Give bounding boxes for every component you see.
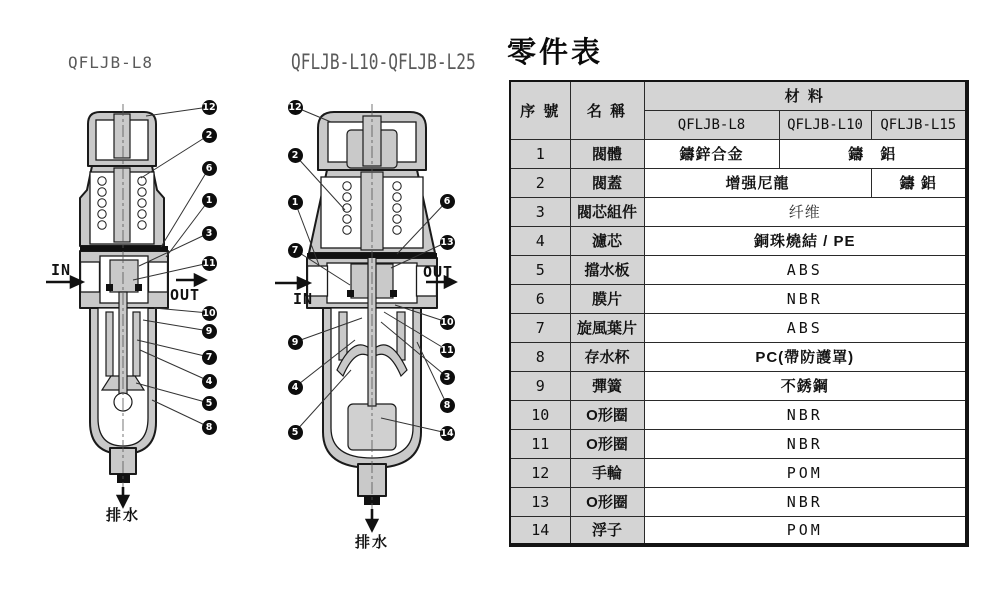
callout-badge-6: 6	[440, 194, 455, 209]
table-row-2	[510, 168, 967, 197]
diagram2-title: QFLJB-L10-QFLJB-L25	[291, 50, 476, 75]
row-number: 9	[510, 371, 570, 400]
callout-badge-2: 2	[288, 148, 303, 163]
row-number: 7	[510, 313, 570, 342]
filter-element-right	[133, 312, 140, 376]
part-name: 閥蓋	[570, 168, 644, 197]
table-row-10	[510, 400, 967, 429]
row-number: 13	[510, 487, 570, 516]
callout-badge-1: 1	[288, 195, 303, 210]
filter-element-left	[339, 312, 347, 360]
material-cell: 不銹鋼	[644, 371, 967, 400]
part-name: 手輪	[570, 458, 644, 487]
material-cell: 鑄 鋁	[779, 139, 967, 168]
parts-table	[509, 80, 969, 547]
in-label: IN	[293, 290, 314, 308]
callout-badge-12: 12	[288, 101, 302, 113]
material-cell: PC(帶防護罩)	[644, 342, 967, 371]
callout-badge-8: 8	[440, 398, 455, 413]
callout-badge-9: 9	[202, 324, 217, 339]
material-cell: POM	[644, 516, 967, 545]
valve-cross-section-l8	[40, 50, 240, 525]
callout-badge-2: 2	[202, 128, 217, 143]
diagram-qfljb-l10-l25	[255, 50, 485, 550]
table-row-12	[510, 458, 967, 487]
callout-badge-11: 11	[202, 257, 216, 269]
row-number: 10	[510, 400, 570, 429]
diagram-qfljb-l8	[40, 50, 240, 525]
material-cell: 鑄鋅合金	[644, 139, 779, 168]
leader-line-10	[154, 308, 209, 313]
part-name: 閥芯組件	[570, 197, 644, 226]
part-name: 彈簧	[570, 371, 644, 400]
valve-cross-section-l10-l25	[255, 50, 485, 550]
callout-badge-11: 11	[440, 344, 454, 356]
material-cell: NBR	[644, 429, 967, 458]
out-label: OUT	[423, 263, 454, 281]
callout-badge-4: 4	[288, 380, 303, 395]
callout-badge-12: 12	[202, 101, 216, 113]
row-number: 6	[510, 284, 570, 313]
row-number: 2	[510, 168, 570, 197]
callout-badge-5: 5	[288, 425, 303, 440]
part-name: 濾芯	[570, 226, 644, 255]
drain-label: 排水	[106, 507, 141, 524]
part-name: O形圈	[570, 487, 644, 516]
header-model-QFLJB-L8: QFLJB-L8	[644, 110, 779, 139]
part-name: 旋風葉片	[570, 313, 644, 342]
material-cell: 增强尼龍	[644, 168, 871, 197]
part-name: O形圈	[570, 400, 644, 429]
drain-tip	[117, 474, 130, 483]
row-number: 4	[510, 226, 570, 255]
valve-core	[110, 260, 138, 292]
out-label: OUT	[170, 286, 201, 304]
table-row-3	[510, 197, 967, 226]
table-row-8	[510, 342, 967, 371]
table-row-14	[510, 516, 967, 545]
row-number: 11	[510, 429, 570, 458]
material-cell: 鑄 鋁	[871, 168, 967, 197]
callout-badge-10: 10	[202, 307, 216, 319]
leader-line-8	[152, 400, 209, 427]
callout-badge-1: 1	[202, 193, 217, 208]
row-number: 5	[510, 255, 570, 284]
table-row-1	[510, 139, 967, 168]
header-name: 名 稱	[570, 81, 644, 139]
row-number: 3	[510, 197, 570, 226]
table-row-9	[510, 371, 967, 400]
callout-badge-7: 7	[288, 243, 303, 258]
table-row-5	[510, 255, 967, 284]
header-material: 材 料	[644, 81, 967, 110]
table-row-6	[510, 284, 967, 313]
callout-badge-6: 6	[202, 161, 217, 176]
o-ring-right	[135, 284, 142, 291]
header-model-QFLJB-L10: QFLJB-L10	[779, 110, 871, 139]
callout-badge-10: 10	[440, 316, 454, 328]
callout-badge-3: 3	[202, 226, 217, 241]
part-name: 浮子	[570, 516, 644, 545]
parts-panel	[497, 30, 975, 547]
row-number: 14	[510, 516, 570, 545]
parts-table-title: 零件表	[507, 37, 604, 69]
part-name: 膜片	[570, 284, 644, 313]
table-header-row-1	[510, 81, 967, 110]
filter-element-left	[106, 312, 113, 376]
adjust-screw	[114, 114, 130, 158]
part-name: 擋水板	[570, 255, 644, 284]
in-label: IN	[51, 261, 72, 279]
part-name: O形圈	[570, 429, 644, 458]
o-ring-left	[106, 284, 113, 291]
material-cell: NBR	[644, 284, 967, 313]
callout-badge-14: 14	[440, 427, 454, 439]
leader-line-12	[146, 107, 209, 116]
header-index: 序 號	[510, 81, 570, 139]
part-name: 閥體	[570, 139, 644, 168]
callout-badge-4: 4	[202, 374, 217, 389]
callout-badge-13: 13	[440, 236, 454, 248]
header-model-QFLJB-L15: QFLJB-L15	[871, 110, 967, 139]
material-cell: 纤维	[644, 197, 967, 226]
part-name: 存水杯	[570, 342, 644, 371]
diaphragm	[80, 246, 168, 251]
spring-guide	[114, 168, 130, 242]
callout-badge-9: 9	[288, 335, 303, 350]
o-ring-right	[390, 290, 397, 297]
o-ring-left	[347, 290, 354, 297]
callout-badge-7: 7	[202, 350, 217, 365]
callout-badge-5: 5	[202, 396, 217, 411]
row-number: 1	[510, 139, 570, 168]
table-row-7	[510, 313, 967, 342]
material-cell: NBR	[644, 400, 967, 429]
callout-badge-8: 8	[202, 420, 217, 435]
material-cell: ABS	[644, 255, 967, 284]
material-cell: NBR	[644, 487, 967, 516]
table-row-4	[510, 226, 967, 255]
diagram1-title: QFLJB-L8	[68, 53, 154, 72]
callout-badge-3: 3	[440, 370, 455, 385]
drain-label: 排水	[355, 534, 390, 551]
row-number: 12	[510, 458, 570, 487]
material-cell: POM	[644, 458, 967, 487]
material-cell: ABS	[644, 313, 967, 342]
material-cell: 銅珠燒結 / PE	[644, 226, 967, 255]
table-row-13	[510, 487, 967, 516]
row-number: 8	[510, 342, 570, 371]
table-row-11	[510, 429, 967, 458]
